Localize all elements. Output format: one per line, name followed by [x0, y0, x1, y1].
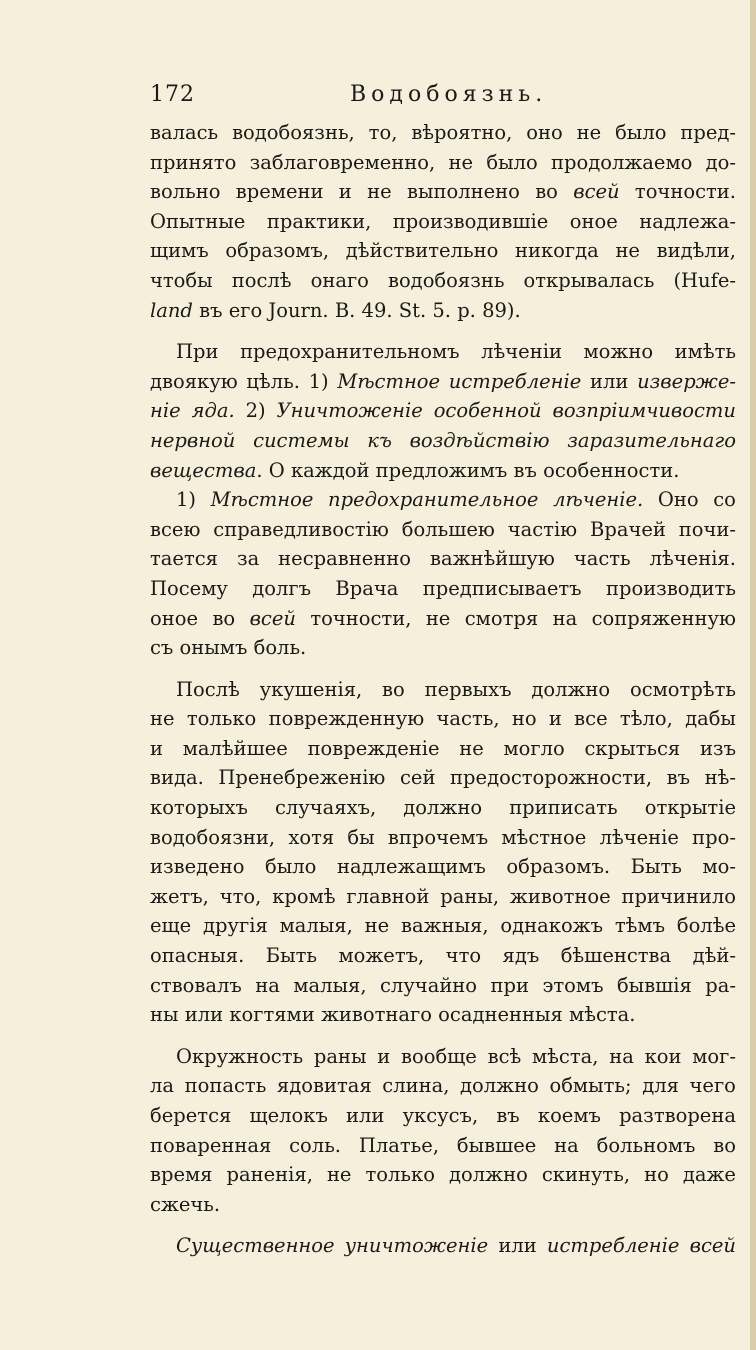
word: раны [313, 1044, 367, 1068]
word: ствовалъ [150, 973, 242, 997]
page-number: 172 [150, 82, 195, 107]
word: St. [398, 298, 427, 322]
word: поваренная [150, 1133, 272, 1157]
word: ны [150, 1003, 179, 1027]
word: Платье, [358, 1133, 440, 1157]
word: оное [569, 209, 618, 233]
word: послѣ [231, 268, 292, 292]
word: каждой [290, 458, 370, 482]
word: въ [666, 766, 691, 790]
word: то, [368, 121, 398, 144]
word: Окружность [176, 1044, 304, 1068]
word: на [552, 606, 578, 630]
text-line [150, 1101, 736, 1131]
word: не [367, 180, 392, 204]
paragraph-gap [150, 663, 736, 675]
word: дабы [685, 707, 736, 731]
text-line [150, 911, 736, 941]
word: Быть [630, 855, 682, 879]
word: скрыться [584, 736, 681, 760]
word: попасть [184, 1074, 267, 1098]
word: заблаговременно, [249, 150, 436, 174]
word: land [150, 298, 193, 322]
word: важнѣйшую [429, 547, 555, 571]
word: тается [150, 547, 218, 571]
text-line [150, 396, 736, 426]
word: частію [507, 517, 578, 541]
word: или [346, 1104, 385, 1127]
page-edge [750, 0, 756, 1350]
word: всей [249, 606, 296, 630]
word: оно [526, 121, 563, 144]
word: сей [400, 766, 436, 790]
word: его [228, 298, 263, 322]
word: тѣмъ [614, 914, 665, 938]
word: при [490, 973, 529, 997]
word: большею [401, 517, 495, 541]
word: водобоязни, [150, 825, 276, 849]
text-line [150, 367, 736, 397]
text-line [150, 515, 736, 545]
text-line [150, 236, 736, 266]
word: часть [573, 547, 631, 571]
word: предохранительное [328, 488, 539, 512]
word: Journ. [268, 298, 329, 322]
text-line [150, 604, 736, 634]
word: мог- [692, 1044, 736, 1068]
word: B. [334, 298, 356, 322]
word: бывшее [456, 1133, 537, 1157]
word: Посему [150, 576, 228, 600]
word: образомъ. [506, 855, 611, 879]
word: воздѣйствію [409, 428, 550, 452]
word: чего [689, 1074, 736, 1098]
word: 89). [482, 298, 521, 322]
word: животное [509, 884, 611, 908]
word: соль. [289, 1133, 342, 1157]
word: ядовитая [276, 1074, 372, 1098]
word: изведено [150, 855, 245, 879]
text-line [150, 971, 736, 1001]
word: открывалась [523, 268, 655, 292]
word: лѣченіе [599, 825, 679, 849]
word: малыя, [279, 914, 353, 938]
word: но [511, 707, 537, 731]
text-line [150, 823, 736, 853]
text-line [150, 1000, 736, 1030]
word: цѣль. [246, 369, 300, 393]
word: мѣста, [532, 1044, 599, 1068]
word: въ [513, 458, 537, 482]
text-line [150, 1042, 736, 1072]
word: кои [644, 1044, 682, 1068]
word: было [615, 121, 667, 144]
word: которыхъ [150, 796, 248, 820]
word: укушенія, [259, 677, 363, 701]
word: животнаго [320, 1003, 432, 1027]
word: во [382, 677, 405, 701]
word: на [255, 973, 280, 997]
word: водобоязнь [387, 268, 505, 292]
word: бѣшенства [560, 944, 672, 968]
text-line [150, 1231, 736, 1261]
word: щелокъ [249, 1104, 328, 1127]
word: производить [605, 576, 736, 600]
word: ніе [150, 399, 181, 423]
word: время [150, 1163, 213, 1187]
word: и [338, 180, 352, 204]
word: мо- [702, 855, 736, 879]
word: Оно [657, 488, 699, 512]
running-title: Водобоязнь. [350, 82, 548, 107]
word: справедливостію [213, 517, 389, 541]
word: смотря [464, 606, 539, 630]
word: заразительнаго [567, 428, 736, 452]
text-line [150, 148, 736, 178]
word: системы [253, 428, 350, 452]
word: осадненныя [438, 1003, 563, 1027]
paragraph-gap [150, 1219, 736, 1231]
word: часть, [436, 707, 500, 731]
word: было [265, 855, 317, 879]
word: малыя, [293, 973, 367, 997]
paragraph-gap [150, 325, 736, 337]
word: уксусъ, [402, 1104, 479, 1127]
word: не [425, 606, 451, 630]
word: въ [496, 1104, 520, 1127]
word: оное [150, 606, 199, 630]
word: главной [346, 884, 430, 908]
word: или [590, 369, 629, 393]
word: поврежденную [268, 707, 425, 731]
word: пред- [680, 121, 736, 144]
text-line [150, 177, 736, 207]
word: практики, [266, 209, 372, 233]
text-line [150, 941, 736, 971]
word: никогда [514, 239, 599, 263]
word: должно [403, 796, 483, 820]
word: приписать [509, 796, 618, 820]
word: мѣста. [569, 1003, 636, 1027]
word: кромѣ [272, 884, 336, 908]
word: случаяхъ, [274, 796, 377, 820]
word: лѣченіе. [553, 488, 644, 512]
word: на [609, 1044, 634, 1068]
word: уничтоженіе [344, 1234, 489, 1258]
text-line [150, 207, 736, 237]
word: только [186, 707, 257, 731]
word: О [268, 458, 285, 482]
word: всей [573, 180, 620, 204]
word: и [377, 1044, 391, 1068]
word: бы [347, 825, 375, 849]
word: этомъ [542, 973, 604, 997]
word: сопряженную [591, 606, 736, 630]
word: причинило [621, 884, 736, 908]
text-line [150, 296, 736, 326]
word: могло [503, 736, 565, 760]
word: во [212, 606, 236, 630]
text-line [150, 544, 736, 574]
word: про- [692, 825, 736, 849]
word: сжечь. [150, 1192, 221, 1216]
text-line [150, 426, 736, 456]
word: но [644, 1163, 669, 1187]
word: хотя [288, 825, 335, 849]
word: важныя, [401, 914, 489, 938]
word: Послѣ [176, 677, 240, 701]
word: раненія, [226, 1163, 313, 1187]
word: поврежденіе [307, 736, 440, 760]
word: со [713, 488, 736, 512]
word: истребленіе [546, 1234, 680, 1258]
word: не [364, 914, 390, 938]
word: лѣченія. [649, 547, 736, 571]
word: Мѣстное [337, 369, 441, 393]
word: точности. [634, 180, 736, 204]
text-line [150, 704, 736, 734]
word: слина, [382, 1074, 450, 1098]
word: до- [705, 150, 736, 174]
word: жетъ, [150, 884, 209, 908]
word: всей [689, 1234, 736, 1258]
text-line [150, 485, 736, 515]
word: вида. [150, 766, 204, 790]
word: производившіе [392, 209, 549, 233]
word: Врачей [590, 517, 666, 541]
word: несравненно [278, 547, 411, 571]
word: времени [235, 180, 324, 204]
word: продолжаемо [551, 150, 693, 174]
word: 49. [361, 298, 393, 322]
word: на [554, 1133, 579, 1157]
word: вещества. [150, 458, 263, 482]
word: нервной [150, 428, 236, 452]
word: онаго [310, 268, 369, 292]
word: для [642, 1074, 679, 1098]
word: надлежащимъ [336, 855, 486, 879]
word: разтворена [619, 1104, 736, 1127]
word: во [713, 1133, 736, 1157]
word: 1) [176, 488, 197, 512]
word: истребленіе [448, 369, 582, 393]
word: однакожъ [500, 914, 604, 938]
word: вольно [150, 180, 221, 204]
word: не [576, 121, 602, 144]
word: берется [150, 1104, 232, 1127]
word: другія [203, 914, 268, 938]
word: впрочемъ [387, 825, 489, 849]
word: валась [150, 121, 219, 144]
word: яда. [191, 399, 235, 423]
word: и [548, 707, 562, 731]
word: было [486, 150, 538, 174]
text-line [150, 1131, 736, 1161]
word: предложимъ [375, 458, 508, 482]
text-line [150, 852, 736, 882]
word: двоякую [150, 369, 238, 393]
word: предохранительномъ [240, 340, 460, 364]
word: надлежа- [639, 209, 736, 233]
word: ядъ [502, 944, 540, 968]
word: мѣстное [501, 825, 587, 849]
word: 5. [432, 298, 451, 322]
word: больномъ [596, 1133, 696, 1157]
word: открытіе [644, 796, 736, 820]
word: должно [531, 677, 611, 701]
word: предосторожности, [450, 766, 653, 790]
text-line [150, 574, 736, 604]
word: болѣе [676, 914, 736, 938]
word: имѣть [674, 340, 736, 364]
word: Быть [265, 944, 318, 968]
word: что [445, 944, 482, 968]
word: Мѣстное [210, 488, 314, 512]
word: къ [367, 428, 392, 452]
word: осмотрѣть [629, 677, 736, 701]
text-line [150, 793, 736, 823]
word: не [459, 736, 484, 760]
word: принято [150, 150, 237, 174]
word: раны, [440, 884, 500, 908]
body-text [150, 118, 736, 1261]
word: тѣло, [619, 707, 673, 731]
word: Врача [335, 576, 399, 600]
word: не [615, 239, 640, 263]
word: щимъ [150, 239, 209, 263]
word: должно [460, 1074, 539, 1098]
word: p. [457, 298, 476, 322]
word: обмыть; [549, 1074, 632, 1098]
word: возпріимчивости [552, 399, 736, 423]
word: вообще [400, 1044, 477, 1068]
word: особенности. [543, 458, 680, 482]
word: можетъ, [338, 944, 425, 968]
word: не [326, 1163, 352, 1187]
word: 2) [245, 399, 266, 423]
text-line [150, 734, 736, 764]
text-line [150, 118, 736, 148]
word: бывшія [616, 973, 692, 997]
word: (Hufe- [673, 268, 736, 292]
word: 1) [308, 369, 329, 393]
word: еще [150, 914, 192, 938]
word: ла [150, 1074, 175, 1098]
word: долгъ [252, 576, 312, 600]
word: въ [199, 298, 223, 322]
text-line [150, 1071, 736, 1101]
word: боль. [253, 636, 307, 660]
word: онымъ [179, 636, 248, 660]
word: коемъ [537, 1104, 601, 1127]
word: во [535, 180, 558, 204]
word: скинуть, [541, 1163, 631, 1187]
word: предписываетъ [422, 576, 582, 600]
word: всею [150, 517, 201, 541]
word: точности, [310, 606, 412, 630]
word: дѣй- [692, 944, 736, 968]
word: чтобы [150, 268, 213, 292]
word: лѣченіи [481, 340, 562, 364]
word: вѣроятно, [411, 121, 513, 144]
word: При [176, 340, 219, 364]
word: образомъ, [225, 239, 330, 263]
word: видѣли, [656, 239, 736, 263]
text-line [150, 1160, 736, 1190]
word: съ [150, 636, 174, 660]
text-line [150, 456, 736, 486]
word: изверже- [637, 369, 736, 393]
word: дѣйствительно [345, 239, 499, 263]
word: не [448, 150, 474, 174]
text-line [150, 266, 736, 296]
word: всѣ [487, 1044, 522, 1068]
word: Пренебреженію [218, 766, 386, 790]
word: или [184, 1003, 224, 1027]
word: можно [583, 340, 654, 364]
text-line [150, 882, 736, 912]
word: малѣйшее [182, 736, 288, 760]
text-line [150, 763, 736, 793]
word: первыхъ [424, 677, 512, 701]
word: что, [219, 884, 262, 908]
text-line [150, 337, 736, 367]
word: не [150, 707, 175, 731]
paragraph-gap [150, 1030, 736, 1042]
word: выполнено [406, 180, 520, 204]
word: даже [682, 1163, 736, 1187]
word: должно [449, 1163, 528, 1187]
word: когтями [229, 1003, 315, 1027]
word: водобоязнь, [232, 121, 355, 144]
text-line [150, 675, 736, 705]
word: или [498, 1234, 537, 1258]
word: случайно [380, 973, 478, 997]
word: почи- [678, 517, 736, 541]
word: Опытные [150, 209, 246, 233]
word: за [236, 547, 260, 571]
word: изъ [699, 736, 736, 760]
text-line [150, 1190, 736, 1220]
word: нѣ- [704, 766, 736, 790]
word: Существенное [176, 1234, 335, 1258]
word: все [574, 707, 608, 731]
word: Уничтоженіе [276, 399, 423, 423]
word: ра- [705, 973, 736, 997]
word: особенной [433, 399, 542, 423]
word: опасныя. [150, 944, 245, 968]
text-line [150, 633, 736, 663]
word: и [150, 736, 163, 760]
page-header [150, 82, 736, 114]
word: только [365, 1163, 435, 1187]
